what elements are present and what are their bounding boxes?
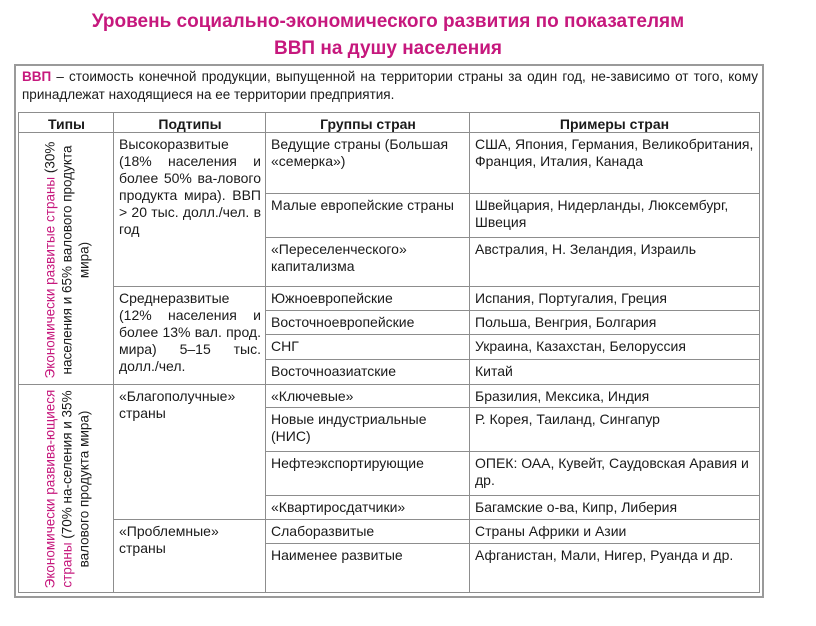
type-name-developed: Экономически развитые страны: [42, 176, 58, 379]
example-cell: Австралия, Н. Зеландия, Израиль: [469, 237, 760, 288]
header-groups: Группы стран: [265, 112, 471, 134]
group-cell: Восточноевропейские: [265, 310, 471, 336]
group-cell: Наименее развитые: [265, 543, 471, 593]
header-examples: Примеры стран: [469, 112, 760, 134]
example-cell: Украина, Казахстан, Белоруссия: [469, 334, 760, 361]
type-name-developing: Экономически развива-ющиеся страны: [42, 389, 75, 589]
type-cell-developing: [18, 384, 115, 593]
example-cell: Р. Корея, Таиланд, Сингапур: [469, 407, 760, 453]
example-cell: Страны Африки и Азии: [469, 519, 760, 545]
subtype-problematic: «Проблемные» страны: [113, 519, 267, 593]
group-cell: Нефтеэкспортирующие: [265, 451, 471, 497]
example-cell: США, Япония, Германия, Великобритания, Франция, Италия, Канада: [469, 132, 760, 195]
type-cell-developed: [18, 132, 115, 386]
group-cell: «Ключевые»: [265, 384, 471, 409]
example-cell: Бразилия, Мексика, Индия: [469, 384, 760, 409]
example-cell: ОПЕК: ОАА, Кувейт, Саудовская Аравия и др.: [469, 451, 760, 497]
type-label-developed: [42, 136, 93, 384]
type-detail-developing: (70% на-селения и 35% валового продукта мира): [59, 390, 92, 568]
example-cell: Багамские о-ва, Кипр, Либерия: [469, 495, 760, 521]
group-cell: Восточноазиатские: [265, 359, 471, 386]
gdp-table-frame: [14, 64, 764, 598]
group-cell: СНГ: [265, 334, 471, 361]
group-cell: Малые европейские страны: [265, 193, 471, 239]
group-cell: «Переселенческого» капитализма: [265, 237, 471, 288]
definition-term: ВВП: [22, 69, 52, 84]
page-title: [0, 8, 776, 62]
definition-text: – стоимость конечной продукции, выпущенной на территории страны за один год, не-зависимо от того, кому принадлежат находящиеся на ее территории предприятия.: [22, 69, 758, 102]
header-types: Типы: [18, 112, 115, 134]
example-cell: Испания, Португалия, Греция: [469, 286, 760, 312]
subtype-medium-developed: Среднеразвитые (12% населения и более 13% вал. прод. мира) 5–15 тыс. долл./чел.: [113, 286, 267, 386]
example-cell: Афганистан, Мали, Нигер, Руанда и др.: [469, 543, 760, 593]
group-cell: «Квартиросдатчики»: [265, 495, 471, 521]
title-line-1: Уровень социально-экономического развития по показателям: [91, 11, 685, 32]
group-cell: Ведущие страны (Большая «семерка»): [265, 132, 471, 195]
subtype-prosperous: «Благополучные» страны: [113, 384, 267, 521]
group-cell: Новые индустриальные (НИС): [265, 407, 471, 453]
gdp-definition: [22, 68, 758, 104]
group-cell: Слаборазвитые: [265, 519, 471, 545]
type-detail-developed: (30% населения и 65% валового продукта мира): [42, 141, 92, 375]
example-cell: Швейцария, Нидерланды, Люксембург, Швеция: [469, 193, 760, 239]
type-label-developing: [42, 388, 93, 591]
example-cell: Польша, Венгрия, Болгария: [469, 310, 760, 336]
subtype-high-developed: Высокоразвитые (18% населения и более 50% ва-лового продукта мира). ВВП > 20 тыс. долл./чел. в год: [113, 132, 267, 288]
example-cell: Китай: [469, 359, 760, 386]
header-subtypes: Подтипы: [113, 112, 267, 134]
group-cell: Южноевропейские: [265, 286, 471, 312]
title-line-2: ВВП на душу населения: [273, 38, 503, 59]
